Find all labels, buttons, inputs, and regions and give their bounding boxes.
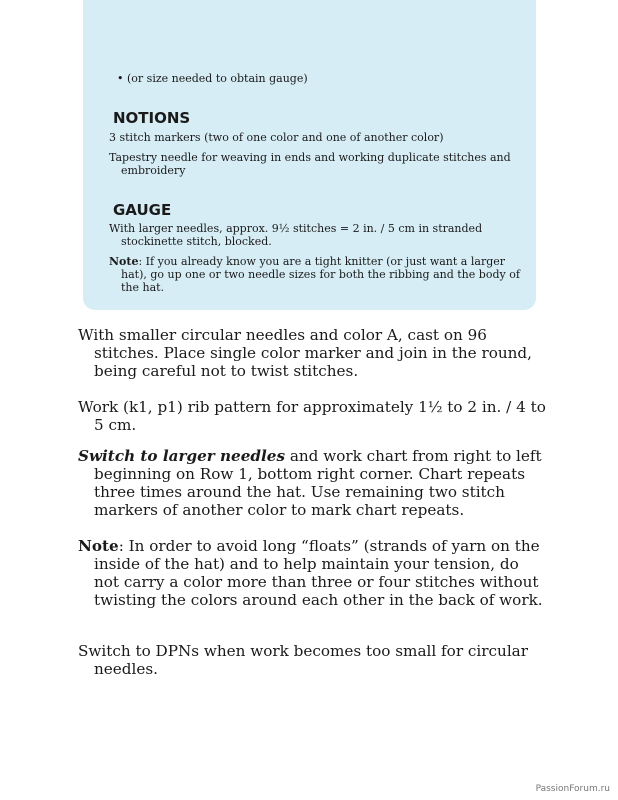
bullet-dot-icon: • (117, 72, 124, 85)
notions-line-markers: 3 stitch markers (two of one color and one of another color) (109, 131, 444, 144)
instruction-chart (78, 447, 548, 519)
notions-line-needle: Tapestry needle for weaving in ends and working duplicate stitches and embroidery (109, 151, 511, 177)
instruction-chart-lead: Switch to larger needles (78, 447, 285, 465)
instruction-note-text: : In order to avoid long “floats” (strands of yarn on the inside of the hat) and to help maintain your tension, do not carry a color more than three or four stitches without twisting the colors around each other in the back of work. (94, 537, 543, 609)
gauge-heading: GAUGE (113, 201, 172, 219)
instruction-note (78, 537, 548, 609)
instruction-dpns: Switch to DPNs when work becomes too small for circular needles. (78, 642, 528, 678)
instruction-note-label: Note (78, 537, 119, 555)
gauge-line-stitches: With larger needles, approx. 9½ stitches = 2 in. / 5 cm in stranded stockinette stitch, blocked. (109, 222, 483, 248)
instruction-chart-text: and work chart from right to left beginning on Row 1, bottom right corner. Chart repeats three times around the hat. Use remaining two stitch markers of another color to mark chart repeats. (94, 447, 542, 519)
gauge-note-label: Note (109, 255, 139, 268)
site-watermark: PassionForum.ru (535, 784, 610, 794)
notions-heading: NOTIONS (113, 109, 191, 127)
instruction-cast-on: With smaller circular needles and color A, cast on 96 stitches. Place single color marker and join in the round, being careful not to twist stitches. (78, 326, 532, 380)
gauge-note (109, 255, 521, 294)
gauge-note-text: : If you already know you are a tight knitter (or just want a larger hat), go up one or two needle sizes for both the ribbing and the body of the hat. (121, 255, 520, 294)
needle-size-bullet (117, 72, 308, 85)
needle-size-text: (or size needed to obtain gauge) (127, 72, 308, 85)
instruction-rib: Work (k1, p1) rib pattern for approximately 1½ to 2 in. / 4 to 5 cm. (78, 398, 546, 434)
